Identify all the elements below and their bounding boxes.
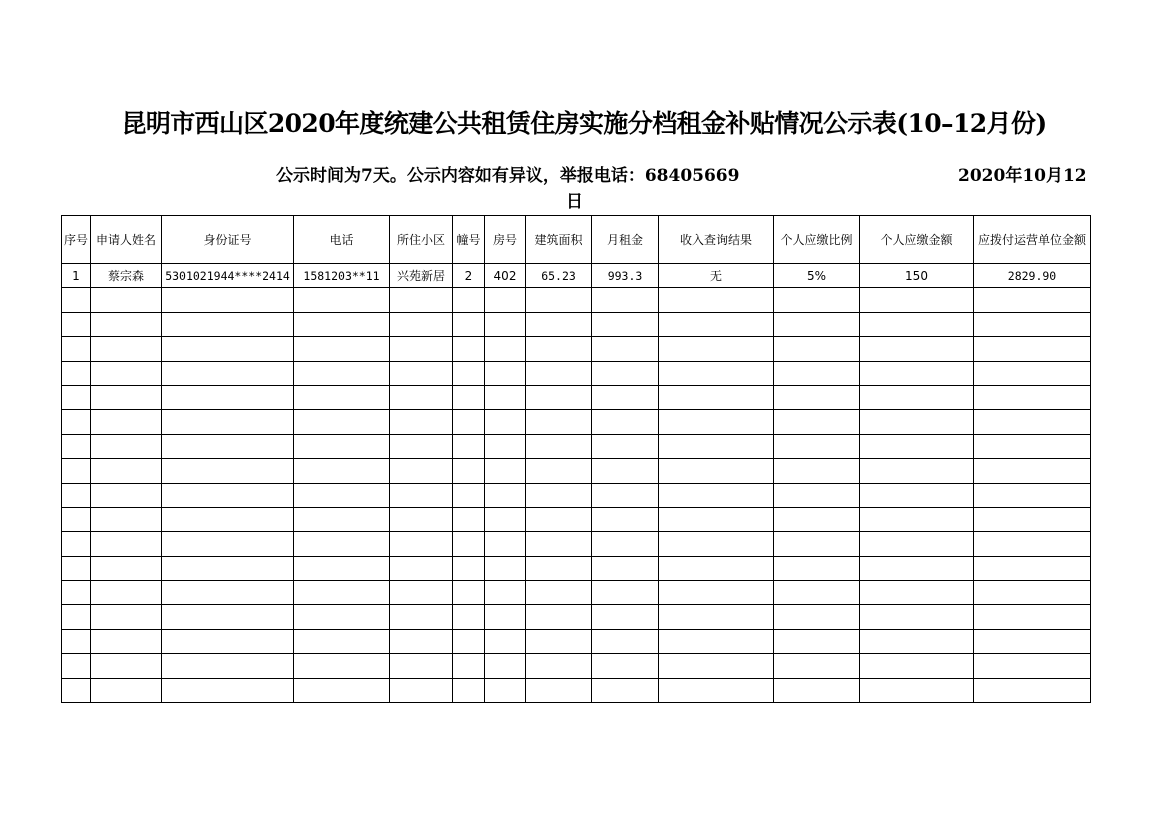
header-monthly-rent: 月租金 <box>592 216 659 264</box>
empty-cell <box>774 288 860 312</box>
empty-cell <box>485 312 526 336</box>
empty-cell <box>860 678 974 702</box>
header-seq: 序号 <box>62 216 91 264</box>
empty-cell <box>774 556 860 580</box>
empty-cell <box>526 337 592 361</box>
empty-cell <box>453 361 485 385</box>
empty-cell <box>162 312 294 336</box>
empty-cell <box>485 507 526 531</box>
empty-cell <box>974 532 1091 556</box>
empty-cell <box>62 605 91 629</box>
empty-cell <box>860 605 974 629</box>
empty-cell <box>390 337 453 361</box>
empty-cell <box>974 312 1091 336</box>
empty-cell <box>659 434 774 458</box>
empty-cell <box>659 532 774 556</box>
header-personal-amount: 个人应缴金额 <box>860 216 974 264</box>
empty-cell <box>860 288 974 312</box>
empty-cell <box>974 288 1091 312</box>
empty-cell <box>860 385 974 409</box>
empty-cell <box>62 629 91 653</box>
empty-cell <box>774 654 860 678</box>
empty-cell <box>974 459 1091 483</box>
empty-table-row <box>62 605 1091 629</box>
empty-cell <box>91 288 162 312</box>
empty-cell <box>592 532 659 556</box>
empty-cell <box>91 654 162 678</box>
empty-cell <box>62 312 91 336</box>
empty-cell <box>62 507 91 531</box>
empty-cell <box>774 385 860 409</box>
cell-operator-amount: 2829.90 <box>974 264 1091 288</box>
empty-cell <box>62 288 91 312</box>
empty-table-row <box>62 385 1091 409</box>
empty-cell <box>974 629 1091 653</box>
empty-cell <box>485 385 526 409</box>
empty-cell <box>860 410 974 434</box>
empty-cell <box>526 532 592 556</box>
empty-cell <box>62 581 91 605</box>
empty-cell <box>162 385 294 409</box>
empty-cell <box>485 337 526 361</box>
empty-cell <box>390 434 453 458</box>
empty-cell <box>974 678 1091 702</box>
empty-cell <box>162 507 294 531</box>
empty-cell <box>974 556 1091 580</box>
empty-cell <box>526 434 592 458</box>
empty-cell <box>162 605 294 629</box>
table-header-row <box>62 216 1091 264</box>
empty-cell <box>453 312 485 336</box>
header-income-result: 收入查询结果 <box>659 216 774 264</box>
empty-cell <box>526 288 592 312</box>
empty-cell <box>659 459 774 483</box>
empty-cell <box>592 385 659 409</box>
empty-cell <box>526 507 592 531</box>
empty-cell <box>860 629 974 653</box>
empty-cell <box>453 385 485 409</box>
cell-residence: 兴苑新居 <box>390 264 453 288</box>
empty-cell <box>592 483 659 507</box>
empty-cell <box>659 483 774 507</box>
empty-cell <box>390 605 453 629</box>
empty-cell <box>162 629 294 653</box>
empty-cell <box>974 361 1091 385</box>
empty-cell <box>294 654 390 678</box>
empty-cell <box>774 459 860 483</box>
empty-cell <box>860 532 974 556</box>
empty-cell <box>162 581 294 605</box>
empty-cell <box>162 532 294 556</box>
empty-cell <box>453 507 485 531</box>
empty-cell <box>294 605 390 629</box>
empty-cell <box>860 507 974 531</box>
empty-cell <box>453 532 485 556</box>
empty-cell <box>860 459 974 483</box>
header-applicant-name: 申请人姓名 <box>91 216 162 264</box>
empty-cell <box>91 434 162 458</box>
empty-cell <box>162 459 294 483</box>
empty-table-row <box>62 459 1091 483</box>
empty-table-row <box>62 312 1091 336</box>
cell-phone: 1581203**11 <box>294 264 390 288</box>
empty-cell <box>774 434 860 458</box>
empty-cell <box>390 312 453 336</box>
empty-cell <box>485 434 526 458</box>
empty-cell <box>294 459 390 483</box>
empty-cell <box>62 459 91 483</box>
empty-cell <box>592 459 659 483</box>
header-floor-area: 建筑面积 <box>526 216 592 264</box>
empty-cell <box>62 678 91 702</box>
empty-cell <box>294 434 390 458</box>
empty-cell <box>91 385 162 409</box>
empty-cell <box>974 434 1091 458</box>
empty-cell <box>390 581 453 605</box>
empty-cell <box>485 605 526 629</box>
empty-cell <box>453 337 485 361</box>
empty-cell <box>774 629 860 653</box>
empty-cell <box>860 654 974 678</box>
empty-cell <box>453 678 485 702</box>
empty-cell <box>91 629 162 653</box>
empty-cell <box>860 337 974 361</box>
empty-cell <box>62 532 91 556</box>
empty-cell <box>485 459 526 483</box>
empty-table-row <box>62 581 1091 605</box>
empty-cell <box>526 410 592 434</box>
header-operator-amount: 应拨付运营单位金额 <box>974 216 1091 264</box>
empty-cell <box>162 678 294 702</box>
empty-cell <box>390 532 453 556</box>
empty-cell <box>774 532 860 556</box>
document-title: 昆明市西山区2020年度统建公共租赁住房实施分档租金补贴情况公示表(10–12月份) <box>121 109 1047 138</box>
empty-cell <box>774 581 860 605</box>
empty-cell <box>294 385 390 409</box>
subsidy-table <box>61 215 1091 703</box>
empty-cell <box>294 410 390 434</box>
empty-table-row <box>62 556 1091 580</box>
empty-cell <box>592 629 659 653</box>
empty-cell <box>485 581 526 605</box>
empty-cell <box>592 507 659 531</box>
header-phone: 电话 <box>294 216 390 264</box>
empty-cell <box>592 556 659 580</box>
empty-cell <box>390 361 453 385</box>
empty-cell <box>62 654 91 678</box>
empty-cell <box>592 654 659 678</box>
empty-cell <box>974 410 1091 434</box>
empty-cell <box>860 312 974 336</box>
empty-cell <box>390 556 453 580</box>
empty-cell <box>974 385 1091 409</box>
empty-cell <box>294 532 390 556</box>
empty-cell <box>659 507 774 531</box>
empty-cell <box>774 678 860 702</box>
empty-cell <box>860 483 974 507</box>
empty-cell <box>294 361 390 385</box>
empty-cell <box>162 556 294 580</box>
notice-date-suffix: 日 <box>566 192 583 212</box>
empty-cell <box>91 312 162 336</box>
empty-cell <box>659 312 774 336</box>
empty-cell <box>91 410 162 434</box>
empty-cell <box>659 288 774 312</box>
empty-cell <box>860 556 974 580</box>
empty-cell <box>294 678 390 702</box>
empty-cell <box>453 483 485 507</box>
empty-cell <box>592 361 659 385</box>
empty-cell <box>974 337 1091 361</box>
empty-cell <box>162 288 294 312</box>
empty-cell <box>974 581 1091 605</box>
empty-cell <box>390 459 453 483</box>
empty-cell <box>453 410 485 434</box>
empty-cell <box>390 483 453 507</box>
empty-cell <box>592 678 659 702</box>
empty-cell <box>592 605 659 629</box>
cell-personal-ratio: 5% <box>774 264 860 288</box>
empty-cell <box>294 507 390 531</box>
empty-cell <box>453 629 485 653</box>
empty-cell <box>592 337 659 361</box>
cell-id-number: 5301021944****2414 <box>162 264 294 288</box>
empty-cell <box>774 483 860 507</box>
empty-cell <box>974 654 1091 678</box>
empty-cell <box>62 385 91 409</box>
header-building-no: 幢号 <box>453 216 485 264</box>
empty-cell <box>453 556 485 580</box>
empty-cell <box>91 581 162 605</box>
empty-cell <box>390 507 453 531</box>
empty-cell <box>526 361 592 385</box>
empty-table-row <box>62 483 1091 507</box>
empty-cell <box>294 483 390 507</box>
empty-cell <box>390 654 453 678</box>
empty-cell <box>659 678 774 702</box>
empty-cell <box>390 288 453 312</box>
empty-cell <box>485 532 526 556</box>
empty-cell <box>526 654 592 678</box>
empty-cell <box>91 507 162 531</box>
empty-cell <box>453 288 485 312</box>
empty-cell <box>485 483 526 507</box>
cell-building-no: 2 <box>453 264 485 288</box>
empty-cell <box>774 410 860 434</box>
empty-cell <box>526 581 592 605</box>
empty-cell <box>659 605 774 629</box>
empty-cell <box>659 410 774 434</box>
empty-cell <box>62 337 91 361</box>
cell-seq: 1 <box>62 264 91 288</box>
empty-cell <box>162 410 294 434</box>
public-notice: 公示时间为7天。公示内容如有异议，举报电话：68405669 <box>276 166 740 186</box>
empty-cell <box>526 678 592 702</box>
empty-cell <box>592 288 659 312</box>
empty-cell <box>485 361 526 385</box>
header-personal-ratio: 个人应缴比例 <box>774 216 860 264</box>
empty-cell <box>453 654 485 678</box>
empty-cell <box>162 654 294 678</box>
cell-income-result: 无 <box>659 264 774 288</box>
empty-cell <box>659 629 774 653</box>
empty-cell <box>453 459 485 483</box>
cell-floor-area: 65.23 <box>526 264 592 288</box>
empty-cell <box>526 385 592 409</box>
cell-room-no: 402 <box>485 264 526 288</box>
empty-cell <box>485 288 526 312</box>
empty-cell <box>390 678 453 702</box>
empty-cell <box>659 337 774 361</box>
empty-cell <box>526 629 592 653</box>
empty-cell <box>62 483 91 507</box>
empty-table-row <box>62 337 1091 361</box>
empty-cell <box>659 385 774 409</box>
empty-cell <box>659 581 774 605</box>
empty-table-row <box>62 434 1091 458</box>
empty-cell <box>659 654 774 678</box>
header-residence: 所住小区 <box>390 216 453 264</box>
empty-cell <box>526 483 592 507</box>
empty-cell <box>592 581 659 605</box>
empty-cell <box>453 605 485 629</box>
empty-cell <box>91 678 162 702</box>
empty-cell <box>774 361 860 385</box>
empty-cell <box>294 288 390 312</box>
empty-cell <box>294 312 390 336</box>
empty-cell <box>526 556 592 580</box>
empty-cell <box>592 434 659 458</box>
empty-cell <box>62 410 91 434</box>
header-room-no: 房号 <box>485 216 526 264</box>
empty-cell <box>592 410 659 434</box>
cell-monthly-rent: 993.3 <box>592 264 659 288</box>
empty-cell <box>294 337 390 361</box>
cell-personal-amount: 150 <box>860 264 974 288</box>
empty-cell <box>526 605 592 629</box>
empty-cell <box>860 361 974 385</box>
empty-cell <box>91 361 162 385</box>
empty-cell <box>162 483 294 507</box>
empty-cell <box>390 410 453 434</box>
empty-cell <box>390 385 453 409</box>
empty-cell <box>91 483 162 507</box>
empty-cell <box>774 605 860 629</box>
empty-cell <box>390 629 453 653</box>
empty-cell <box>294 629 390 653</box>
empty-table-row <box>62 532 1091 556</box>
empty-cell <box>91 532 162 556</box>
empty-cell <box>91 459 162 483</box>
empty-cell <box>294 581 390 605</box>
empty-cell <box>526 312 592 336</box>
empty-cell <box>860 434 974 458</box>
empty-table-row <box>62 507 1091 531</box>
empty-cell <box>659 361 774 385</box>
empty-cell <box>774 312 860 336</box>
empty-cell <box>162 337 294 361</box>
empty-cell <box>485 678 526 702</box>
empty-cell <box>453 581 485 605</box>
table-row <box>62 264 1091 288</box>
empty-cell <box>162 361 294 385</box>
empty-table-row <box>62 629 1091 653</box>
empty-cell <box>974 507 1091 531</box>
empty-cell <box>62 361 91 385</box>
empty-cell <box>485 654 526 678</box>
empty-cell <box>91 605 162 629</box>
empty-cell <box>91 556 162 580</box>
empty-table-row <box>62 288 1091 312</box>
empty-table-row <box>62 654 1091 678</box>
empty-table-row <box>62 678 1091 702</box>
empty-cell <box>62 434 91 458</box>
empty-cell <box>974 605 1091 629</box>
empty-cell <box>659 556 774 580</box>
empty-cell <box>294 556 390 580</box>
empty-cell <box>974 483 1091 507</box>
empty-cell <box>91 337 162 361</box>
empty-cell <box>485 629 526 653</box>
empty-table-row <box>62 410 1091 434</box>
empty-cell <box>860 581 974 605</box>
empty-cell <box>526 459 592 483</box>
cell-applicant-name: 蔡宗森 <box>91 264 162 288</box>
header-id-number: 身份证号 <box>162 216 294 264</box>
empty-cell <box>485 410 526 434</box>
empty-cell <box>485 556 526 580</box>
empty-cell <box>62 556 91 580</box>
empty-cell <box>774 507 860 531</box>
empty-cell <box>774 337 860 361</box>
empty-table-row <box>62 361 1091 385</box>
empty-cell <box>592 312 659 336</box>
empty-cell <box>453 434 485 458</box>
notice-date: 2020年10月12 <box>958 166 1087 186</box>
empty-cell <box>162 434 294 458</box>
